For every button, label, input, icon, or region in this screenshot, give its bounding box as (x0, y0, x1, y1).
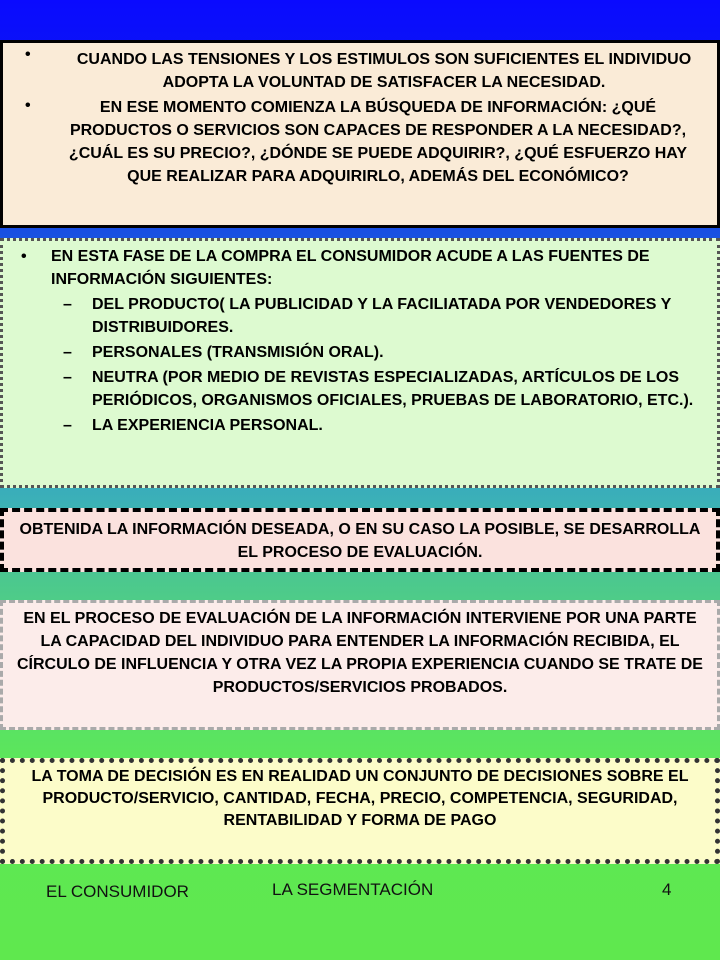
sub-item-text: LA EXPERIENCIA PERSONAL. (92, 417, 323, 434)
bullet-item (17, 245, 707, 291)
sub-item (17, 414, 707, 437)
sub-item-text: NEUTRA (POR MEDIO DE REVISTAS ESPECIALIZADAS, ARTÍCULOS DE LOS PERIÓDICOS, ORGANISMOS OFICIALES, PRUEBAS DE LABORATORIO, ETC.). (92, 369, 694, 409)
sub-item (17, 341, 707, 364)
evaluation-start-box (0, 508, 720, 572)
dash-icon: – (63, 296, 72, 313)
page-number: 4 (662, 880, 672, 899)
bullet-icon: • (25, 46, 31, 63)
information-sources-box (0, 238, 720, 488)
decision-box (0, 758, 720, 864)
bullet-text: EN ESE MOMENTO COMIENZA LA BÚSQUEDA DE INFORMACIÓN: ¿QUÉ PRODUCTOS O SERVICIOS SON CAPACES DE RESPONDER A LA NECESIDAD?, ¿CUÁL ES SU PRECIO?, ¿DÓNDE SE PUEDE ADQUIRIR?, ¿QUÉ ESFUERZO HAY QUE REALIZAR PARA ADQUIRIRLO, ADEMÁS DEL ECONÓMICO? (68, 99, 688, 185)
evaluation-process-box (0, 600, 720, 730)
sub-item-text: PERSONALES (TRANSMISIÓN ORAL). (92, 344, 384, 361)
bullet-item (3, 94, 717, 188)
evaluation-start-text: OBTENIDA LA INFORMACIÓN DESEADA, O EN SU CASO LA POSIBLE, SE DESARROLLA EL PROCESO DE EVALUACIÓN. (19, 521, 701, 561)
footer-left: EL CONSUMIDOR (46, 882, 189, 901)
sources-intro: EN ESTA FASE DE LA COMPRA EL CONSUMIDOR ACUDE A LAS FUENTES DE INFORMACIÓN SIGUIENTES: (51, 248, 650, 288)
dash-icon: – (63, 344, 72, 361)
sub-item (17, 293, 707, 339)
dash-icon: – (63, 417, 72, 434)
sub-item-text: DEL PRODUCTO( LA PUBLICIDAD Y LA FACILIATADA POR VENDEDORES Y DISTRIBUIDORES. (92, 296, 672, 336)
info-search-box (0, 40, 720, 228)
bullet-icon: • (25, 97, 31, 114)
sub-item (17, 366, 707, 412)
dash-icon: – (63, 369, 72, 386)
evaluation-process-text: EN EL PROCESO DE EVALUACIÓN DE LA INFORMACIÓN INTERVIENE POR UNA PARTE LA CAPACIDAD DEL INDIVIDUO PARA ENTENDER LA INFORMACIÓN RECIBIDA, EL CÍRCULO DE INFLUENCIA Y OTRA VEZ LA PROPIA EXPERIENCIA CUANDO SE TRATE DE PRODUCTOS/SERVICIOS PROBADOS. (17, 610, 703, 696)
footer-title: LA SEGMENTACIÓN (272, 880, 434, 899)
bullet-item (3, 43, 717, 94)
decision-text: LA TOMA DE DECISIÓN ES EN REALIDAD UN CONJUNTO DE DECISIONES SOBRE EL PRODUCTO/SERVICIO, CANTIDAD, FECHA, PRECIO, COMPETENCIA, SEGURIDAD, RENTABILIDAD Y FORMA DE PAGO (31, 768, 689, 829)
bullet-icon: • (21, 248, 27, 265)
bullet-text: CUANDO LAS TENSIONES Y LOS ESTIMULOS SON SUFICIENTES EL INDIVIDUO ADOPTA LA VOLUNTAD DE SATISFACER LA NECESIDAD. (76, 51, 692, 91)
